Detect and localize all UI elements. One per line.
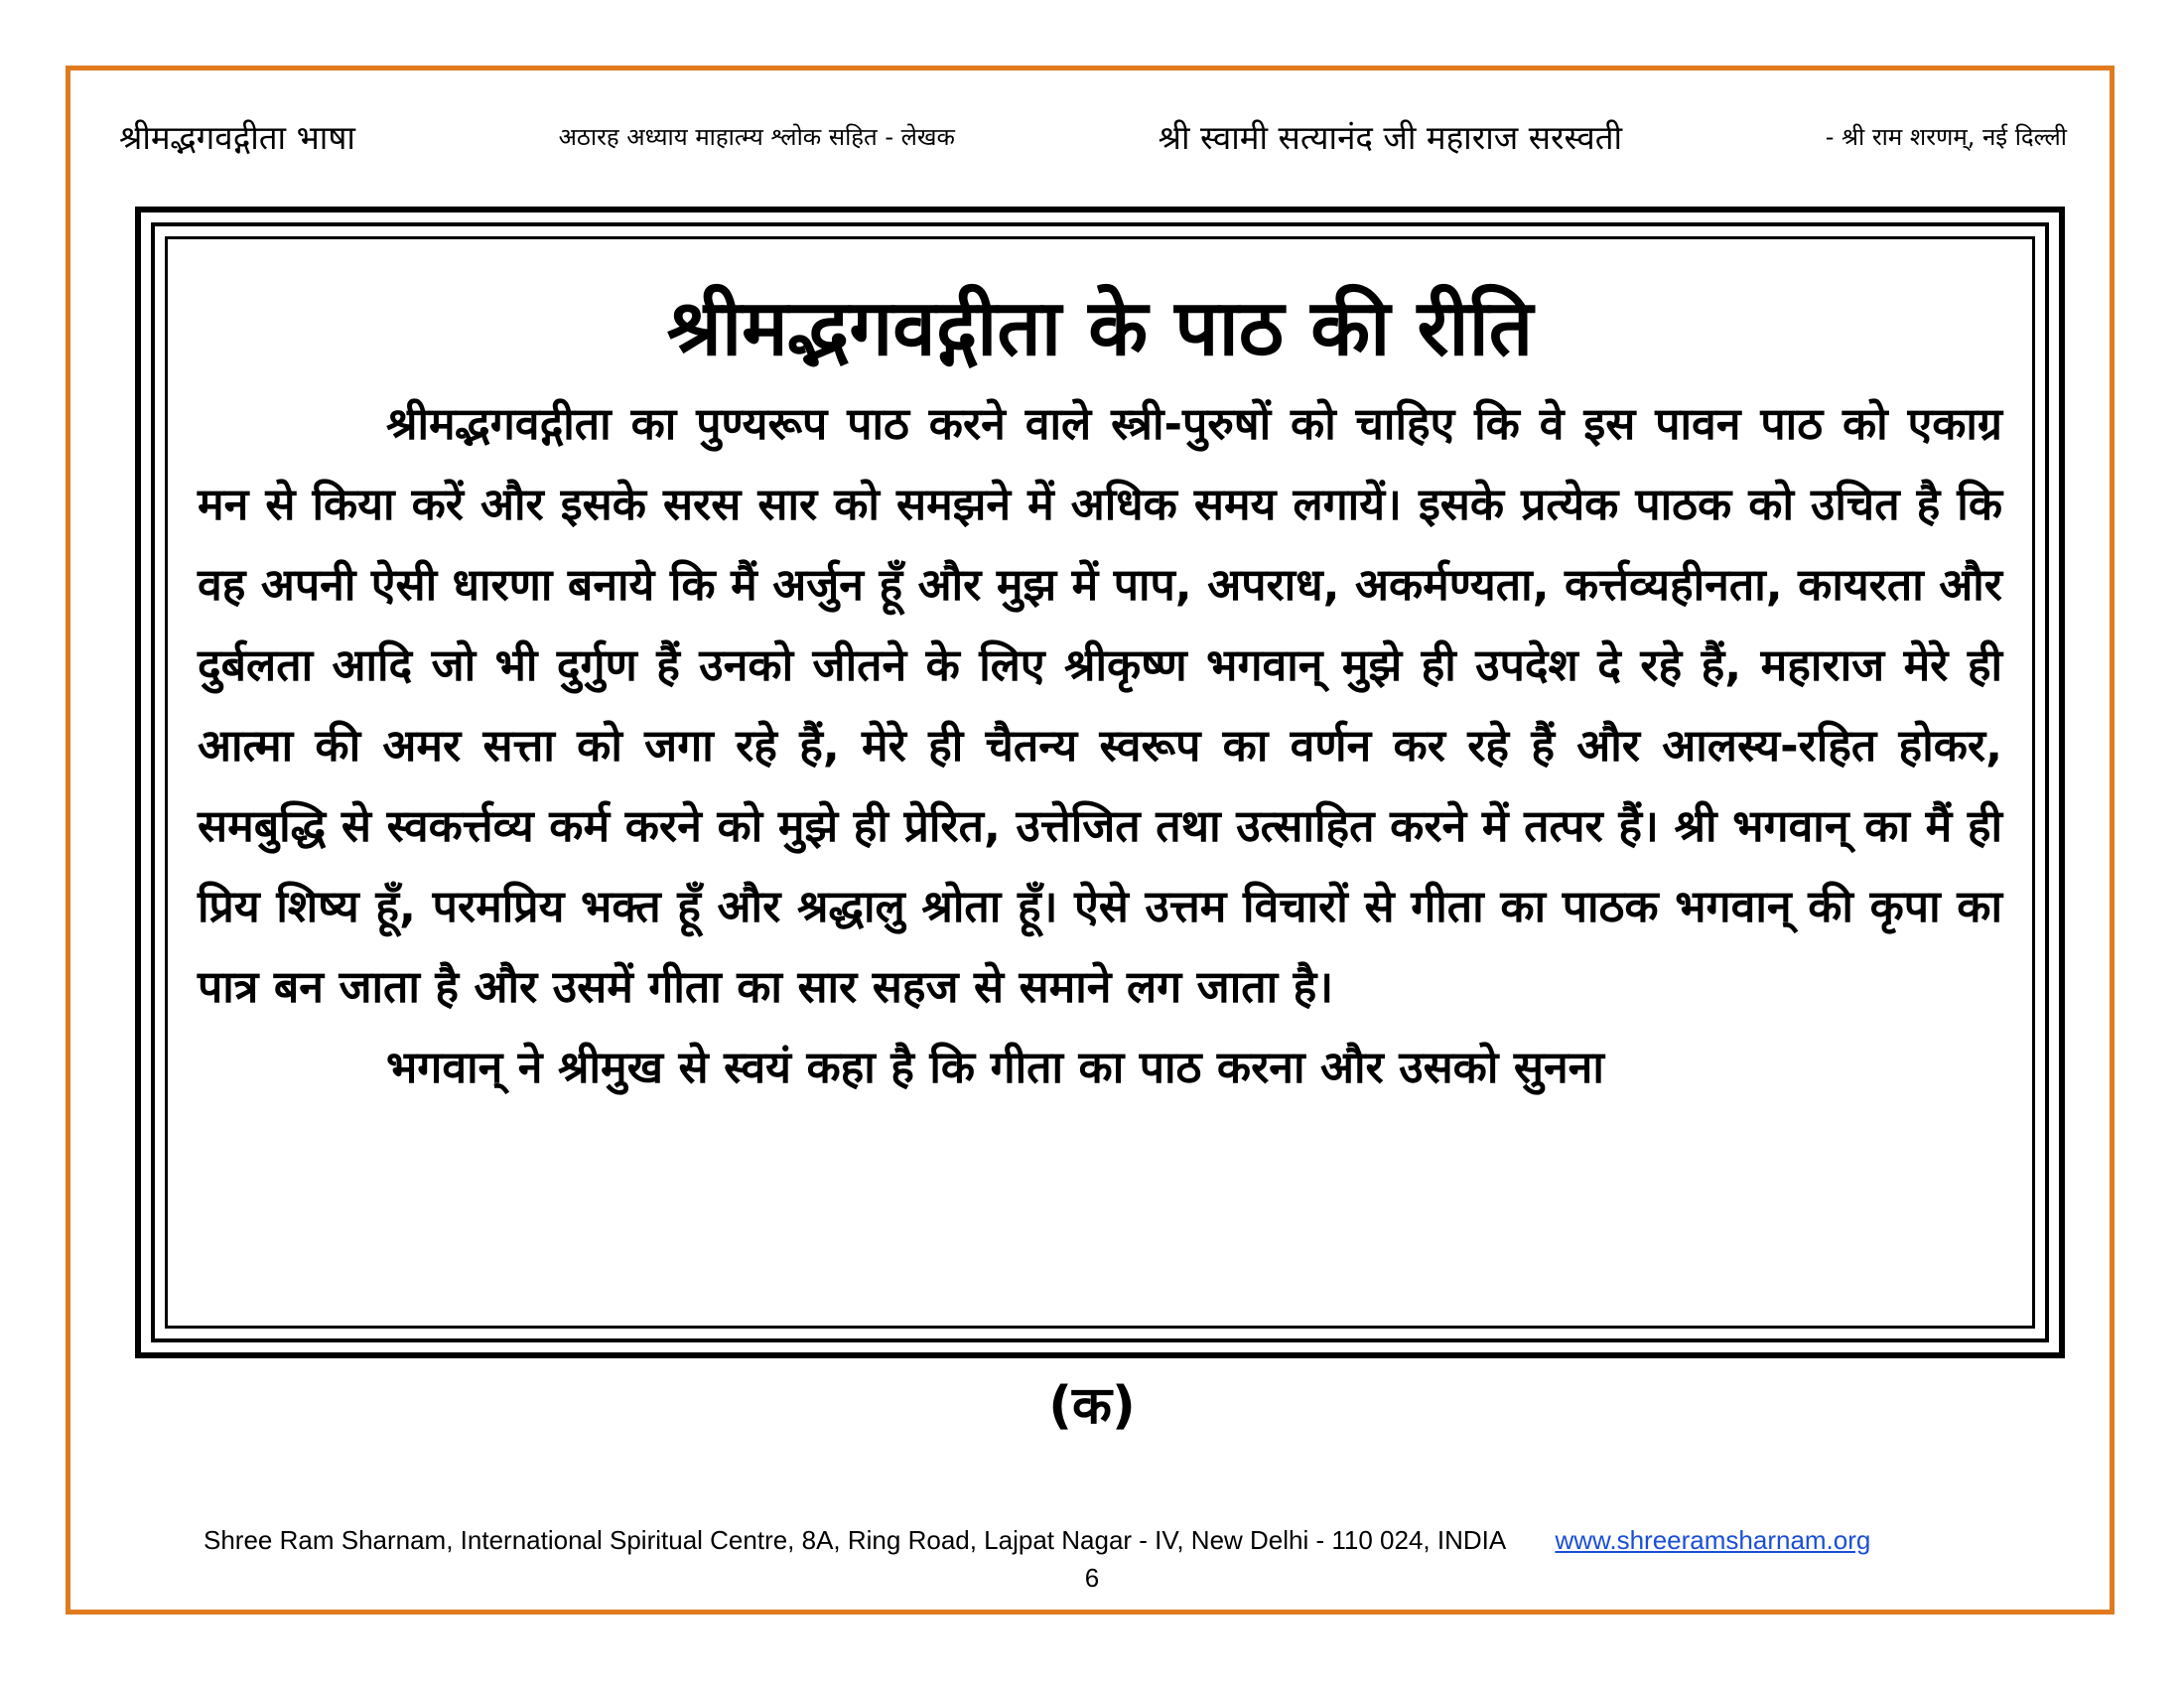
header-subtitle: अठारह अध्याय माहात्म्य श्लोक सहित - लेखक xyxy=(558,122,955,151)
website-link[interactable]: www.shreeramsharnam.org xyxy=(1555,1525,1871,1555)
page-marker: (क) xyxy=(1048,1376,1136,1436)
content-box xyxy=(135,207,2065,1358)
page-header xyxy=(119,111,2067,161)
footer-address: Shree Ram Sharnam, International Spiritual Centre, 8A, Ring Road, Lajpat Nagar - IV, New Delhi - 110 024, INDIA xyxy=(204,1525,1507,1555)
header-book-title: श्रीमद्भगवद्गीता भाषा xyxy=(119,117,355,157)
content-box-inner-border xyxy=(165,236,2035,1329)
header-author: श्री स्वामी सत्यानंद जी महाराज सरस्वती xyxy=(1158,117,1623,157)
content-box-middle-border xyxy=(151,222,2049,1342)
paragraph-1: श्रीमद्भगवद्गीता का पुण्यरूप पाठ करने वाले स्त्री-पुरुषों को चाहिए कि वे इस पावन पाठ को एकाग्र मन से किया करें और इसके सरस सार को समझने में अधिक समय लगायें। इसके प्रत्येक पाठक को उचित है कि वह अपनी ऐसी धारणा बनाये कि मैं अर्जुन हूँ और मुझ में पाप, अपराध, अकर्मण्यता, कर्त्तव्यहीनता, कायरता और दुर्बलता आदि जो भी दुर्गुण हैं उनको जीतने के लिए श्रीकृष्ण भगवान् मुझे ही उपदेश दे रहे हैं, महाराज मेरे ही आत्मा की अमर सत्ता को जगा रहे हैं, मेरे ही चैतन्य स्वरूप का वर्णन कर रहे हैं और आलस्य-रहित होकर, समबुद्धि से स्वकर्त्तव्य कर्म करने को मुझे ही प्रेरित, उत्तेजित तथा उत्साहित करने में तत्पर हैं। श्री भगवान् का मैं ही प्रिय शिष्य हूँ, परमप्रिय भक्त हूँ और श्रद्धालु श्रोता हूँ। ऐसे उत्तम विचारों से गीता का पाठक भगवान् की कृपा का पात्र बन जाता है और उसमें गीता का सार सहज से समाने लग जाता है। xyxy=(198,399,2002,1013)
section-title: श्रीमद्भगवद्गीता के पाठ की रीति xyxy=(666,284,1534,373)
paragraph-2: भगवान् ने श्रीमुख से स्वयं कहा है कि गीता का पाठ करना और उसको सुनना xyxy=(386,1043,1604,1093)
header-publisher: - श्री राम शरणम्, नई दिल्ली xyxy=(1825,122,2067,151)
page-number: 6 xyxy=(1084,1563,1100,1593)
content-body xyxy=(198,279,2002,1306)
page-footer xyxy=(204,1525,1990,1556)
